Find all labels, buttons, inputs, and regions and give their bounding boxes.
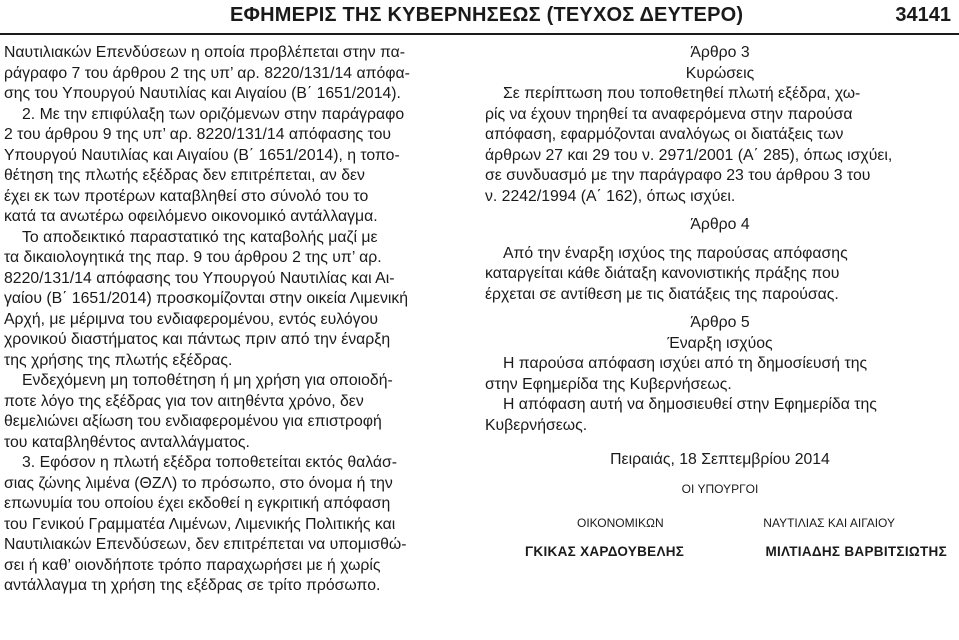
ministers-roles [485, 513, 955, 534]
text-line: Το αποδεικτικό παραστατικό της καταβολής μαζί με [22, 228, 378, 246]
page-number: 34141 [895, 4, 951, 26]
text-line: ρίς να έχουν τηρηθεί τα αναφερόμενα στην παρούσα [485, 105, 853, 123]
text-line: στην Εφημερίδα της Κυβερνήσεως. [485, 375, 732, 393]
text-line: του Γενικού Γραμματέα Λιμένων, Λιμενικής Πολιτικής και [4, 515, 396, 533]
text-line: αντάλλαγμα τη χρήση της εξέδρας σε τρίτο πρόσωπο. [4, 577, 381, 594]
text-line: Η παρούσα απόφαση ισχύει από τη δημοσίευσή της [503, 355, 868, 372]
text-line: ράγραφο 7 του άρθρου 2 της υπ’ αρ. 8220/131/14 απόφα- [4, 64, 410, 82]
text-line: Κυβερνήσεως. [485, 416, 588, 434]
text-line: της χρήσης της πλωτής εξέδρας. [4, 351, 233, 369]
place-date: Πειραιάς, 18 Σεπτεμβρίου 2014 [610, 451, 830, 468]
text-line: σει ή καθ’ οιονδήποτε τρόπο παραχωρήσει με ή χωρίς [4, 556, 381, 574]
article-3-title: Άρθρο 3 [690, 44, 750, 61]
gazette-title: ΕΦΗΜΕΡΙΣ ΤΗΣ ΚΥΒΕΡΝΗΣΕΩΣ (ΤΕΥΧΟΣ ΔΕΥΤΕΡΟ) [230, 4, 744, 26]
text-line: χρονικού διαστήματος και πάντως πριν από την έναρξη [4, 331, 391, 348]
text-line: ποτε λόγο της εξέδρας για τον αιτηθέντα χρόνο, δεν [4, 392, 364, 410]
text-line: 8220/131/14 απόφασης του Υπουργού Ναυτιλίας και Αι- [4, 269, 395, 287]
text-line: Η απόφαση αυτή να δημοσιευθεί στην Εφημερίδα της [503, 396, 877, 413]
ministers-names [485, 542, 955, 563]
text-line: σης του Υπουργού Ναυτιλίας και Αιγαίου (Β΄ 1651/2014). [4, 85, 401, 102]
minister-name-shipping: ΜΙΛΤΙΑΔΗΣ ΒΑΡΒΙΤΣΙΩΤΗΣ [765, 543, 947, 559]
text-line: θέτηση της πλωτής εξέδρας δεν επιτρέπεται, αν δεν [4, 167, 365, 184]
article-5-title: Άρθρο 5 [690, 314, 750, 331]
left-column [4, 43, 469, 597]
text-line: άρθρων 27 και 29 του ν. 2971/2001 (Α΄ 285), όπως ισχύει, [485, 146, 893, 164]
text-line: θεμελιώνει αξίωση του ενδιαφερομένου για επιστροφή [4, 413, 382, 430]
text-line: έρχεται σε αντίθεση με τις διατάξεις της παρούσας. [485, 285, 839, 303]
page-header [0, 0, 959, 34]
text-line: 3. Εφόσον η πλωτή εξέδρα τοποθετείται εκτός θαλάσ- [22, 454, 398, 471]
text-line: επωνυμία του οποίου έχει εκδοθεί η εγκριτική απόφαση [4, 495, 391, 512]
text-line: 2 του άρθρου 9 της υπ’ αρ. 8220/131/14 απόφασης του [4, 126, 392, 143]
text-line: Αρχή, με μέριμνα του ενδιαφερομένου, εντός ευλόγου [4, 310, 378, 328]
text-line: Υπουργού Ναυτιλίας και Αιγαίου (Β΄ 1651/2014), η τοπο- [4, 146, 400, 164]
text-line: Από την έναρξη ισχύος της παρούσας απόφασης [503, 244, 848, 262]
text-line: Ενδεχόμενη μη τοποθέτηση ή μη χρήση για οποιοδή- [22, 372, 393, 389]
article-3-subtitle: Κυρώσεις [685, 64, 755, 82]
minister-role-finance: ΟΙΚΟΝΟΜΙΚΩΝ [577, 516, 664, 530]
text-line: του καταβληθέντος ανταλλάγματος. [4, 433, 250, 451]
text-line: Ναυτιλιακών Επενδύσεων η οποία προβλέπεται στην πα- [4, 44, 406, 61]
text-line: Σε περίπτωση που τοποθετηθεί πλωτή εξέδρα, χω- [503, 85, 861, 102]
text-line: κατά τα ανωτέρω οφειλόμενο οικονομικό αντάλλαγμα. [4, 208, 378, 225]
text-line: γαίου (Β΄ 1651/2014) προσκομίζονται στην οικεία Λιμενική [4, 290, 409, 307]
text-line: απόφαση, εφαρμόζονται αναλόγως οι διατάξεις των [485, 126, 844, 143]
text-line: τα δικαιολογητικά της παρ. 9 του άρθρου 2 της υπ’ αρ. [4, 249, 382, 266]
minister-name-finance: ΓΚΙΚΑΣ ΧΑΡΔΟΥΒΕΛΗΣ [525, 543, 685, 559]
text-line: καταργείται κάθε διάταξη κανονιστικής πράξης που [485, 265, 840, 282]
article-4-title: Άρθρο 4 [690, 216, 750, 233]
text-line: 2. Με την επιφύλαξη των οριζόμενων στην παράγραφο [22, 105, 405, 123]
text-line: ν. 2242/1994 (Α΄ 162), όπως ισχύει. [485, 187, 736, 205]
ministers-heading: ΟΙ ΥΠΟΥΡΓΟΙ [681, 481, 759, 496]
text-line: σιας ζώνης λιμένα (ΘΖΛ) το πρόσωπο, στο όνομα ή την [4, 474, 393, 492]
text-line: έχει εκ των προτέρων καταβληθεί στο σύνολό του το [4, 187, 369, 205]
header-rule [0, 33, 959, 35]
text-line: σε συνδυασμό με την παράγραφο 23 του άρθρου 3 του [485, 167, 871, 184]
text-line: Ναυτιλιακών Επενδύσεων, δεν επιτρέπεται να υπομισθώ- [4, 536, 407, 553]
right-column [485, 43, 955, 562]
article-5-subtitle: Έναρξη ισχύος [667, 334, 773, 352]
minister-role-shipping: ΝΑΥΤΙΛΙΑΣ ΚΑΙ ΑΙΓΑΙΟΥ [763, 516, 895, 530]
